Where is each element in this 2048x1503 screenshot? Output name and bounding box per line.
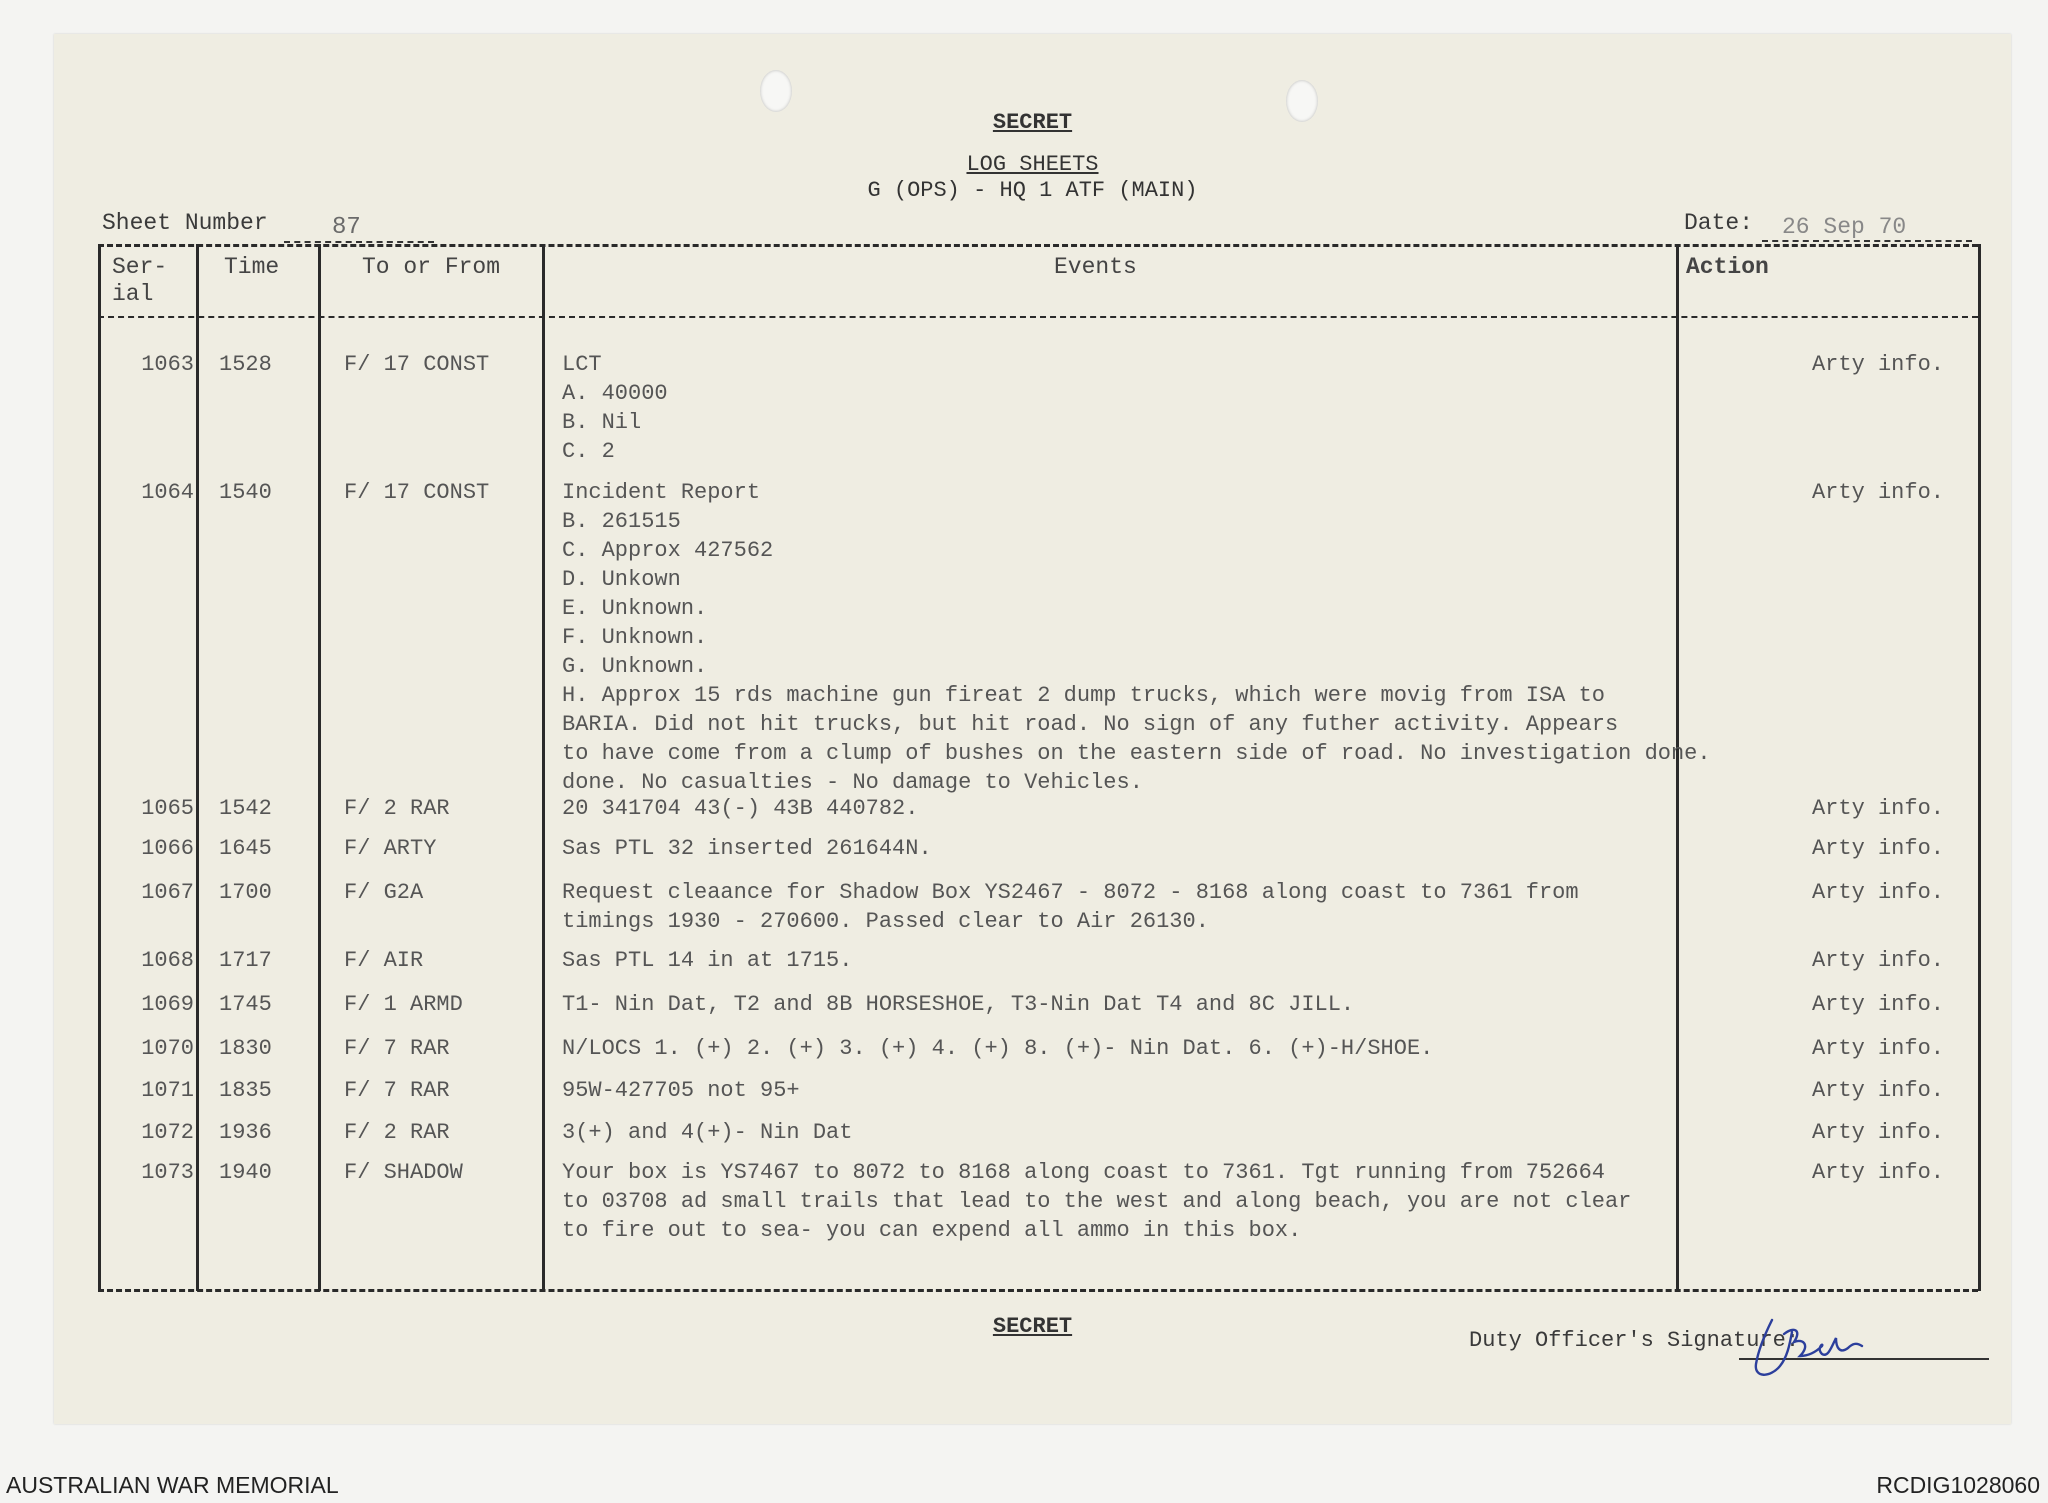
signature-label: Duty Officer's Signature:: [1469, 1328, 1800, 1353]
time-cell: 1717: [219, 948, 272, 973]
time-cell: 1542: [219, 796, 272, 821]
archive-reference: RCDIG1028060: [1876, 1472, 2040, 1498]
to-from-cell: F/ G2A: [344, 880, 424, 905]
action-cell: Arty info.: [1811, 1160, 1944, 1185]
to-from-cell: F/ 17 CONST: [344, 352, 490, 377]
to-from-cell: F/ 2 RAR: [344, 1120, 450, 1145]
sheet-number-label: Sheet Number: [102, 210, 268, 236]
to-from-cell: F/ 17 CONST: [344, 480, 490, 505]
event-line: D. Unkown: [562, 567, 681, 592]
time-cell: 1528: [219, 352, 272, 377]
to-from-cell: F/ 1 ARMD: [344, 992, 463, 1017]
archive-credit: AUSTRALIAN WAR MEMORIAL: [6, 1472, 339, 1498]
sheet-number-value: 87: [284, 214, 434, 243]
event-line: C. 2: [562, 439, 615, 464]
table-border-right: [1978, 244, 1981, 1291]
event-line: N/LOCS 1. (+) 2. (+) 3. (+) 4. (+) 8. (+)- Nin Dat. 6. (+)-H/SHOE.: [562, 1036, 1434, 1061]
event-line: LCT: [562, 352, 602, 377]
document-subtitle: G (OPS) - HQ 1 ATF (MAIN): [867, 178, 1198, 203]
events-cell: [562, 350, 668, 466]
column-divider: [196, 244, 199, 1291]
serial-cell: 1071: [141, 1078, 194, 1103]
event-line: A. 40000: [562, 381, 668, 406]
events-cell: [562, 834, 932, 863]
serial-cell: 1073: [141, 1160, 194, 1185]
table-border-left: [98, 244, 101, 1291]
events-cell: [562, 946, 852, 975]
action-cell: Arty info.: [1811, 796, 1944, 821]
events-cell: [562, 1076, 800, 1105]
event-line: F. Unknown.: [562, 625, 708, 650]
to-from-cell: F/ 7 RAR: [344, 1036, 450, 1061]
event-line: to have come from a clump of bushes on the eastern side of road. No investigation done.: [562, 741, 1711, 766]
to-from-cell: F/ ARTY: [344, 836, 437, 861]
serial-cell: 1072: [141, 1120, 194, 1145]
action-cell: Arty info.: [1811, 880, 1944, 905]
event-line: 20 341704 43(-) 43B 440782.: [562, 796, 919, 821]
event-line: Sas PTL 14 in at 1715.: [562, 948, 853, 973]
classification-bottom: SECRET: [992, 1314, 1073, 1339]
event-line: H. Approx 15 rds machine gun fireat 2 dump trucks, which were movig from ISA to: [562, 683, 1605, 708]
event-line: Incident Report: [562, 480, 761, 505]
action-cell: Arty info.: [1811, 480, 1944, 505]
time-cell: 1940: [219, 1160, 272, 1185]
date-value: 26 Sep 70: [1762, 214, 1972, 242]
column-header-events: Events: [1054, 254, 1137, 280]
duty-officer-signature: [1744, 1312, 1874, 1384]
column-header-serial: Ser- ial: [112, 254, 168, 307]
column-divider: [318, 244, 321, 1291]
event-line: G. Unknown.: [562, 654, 708, 679]
serial-cell: 1065: [141, 796, 194, 821]
event-line: T1- Nin Dat, T2 and 8B HORSESHOE, T3-Nin Dat T4 and 8C JILL.: [562, 992, 1355, 1017]
to-from-cell: F/ SHADOW: [344, 1160, 463, 1185]
serial-cell: 1064: [141, 480, 194, 505]
event-line: done. No casualties - No damage to Vehicles.: [562, 770, 1143, 795]
event-line: 95W-427705 not 95+: [562, 1078, 800, 1103]
event-line: to 03708 ad small trails that lead to the west and along beach, you are not clear: [562, 1189, 1632, 1214]
event-line: E. Unknown.: [562, 596, 708, 621]
time-cell: 1936: [219, 1120, 272, 1145]
column-divider: [542, 244, 545, 1291]
events-cell: [562, 794, 918, 823]
time-cell: 1540: [219, 480, 272, 505]
action-cell: Arty info.: [1811, 836, 1944, 861]
action-cell: Arty info.: [1811, 1120, 1944, 1145]
events-cell: [562, 1118, 852, 1147]
action-cell: Arty info.: [1811, 1036, 1944, 1061]
events-cell: [562, 878, 1579, 936]
classification-top: SECRET: [992, 110, 1073, 135]
events-cell: [562, 1034, 1433, 1063]
punch-hole: [760, 70, 792, 112]
event-line: B. 261515: [562, 509, 681, 534]
event-line: BARIA. Did not hit trucks, but hit road. No sign of any futher activity. Appears: [562, 712, 1619, 737]
log-sheet-page: [54, 34, 2011, 1424]
action-cell: Arty info.: [1811, 352, 1944, 377]
event-line: to fire out to sea- you can expend all ammo in this box.: [562, 1218, 1302, 1243]
to-from-cell: F/ 2 RAR: [344, 796, 450, 821]
table-top-border: [98, 244, 1978, 247]
event-line: 3(+) and 4(+)- Nin Dat: [562, 1120, 853, 1145]
action-cell: Arty info.: [1811, 992, 1944, 1017]
serial-cell: 1070: [141, 1036, 194, 1061]
event-line: Your box is YS7467 to 8072 to 8168 along coast to 7361. Tgt running from 752664: [562, 1160, 1605, 1185]
column-header-to-from: To or From: [362, 254, 501, 280]
action-cell: Arty info.: [1811, 948, 1944, 973]
action-cell: Arty info.: [1811, 1078, 1944, 1103]
event-line: Request cleaance for Shadow Box YS2467 - 8072 - 8168 along coast to 7361 from: [562, 880, 1579, 905]
serial-cell: 1067: [141, 880, 194, 905]
event-line: B. Nil: [562, 410, 642, 435]
event-line: timings 1930 - 270600. Passed clear to Air 26130.: [562, 909, 1209, 934]
events-cell: [562, 1158, 1631, 1245]
to-from-cell: F/ AIR: [344, 948, 424, 973]
time-cell: 1835: [219, 1078, 272, 1103]
serial-cell: 1069: [141, 992, 194, 1017]
column-header-action: Action: [1686, 254, 1769, 280]
time-cell: 1745: [219, 992, 272, 1017]
time-cell: 1700: [219, 880, 272, 905]
time-cell: 1645: [219, 836, 272, 861]
column-header-time: Time: [224, 254, 280, 280]
events-cell: [562, 990, 1354, 1019]
event-line: C. Approx 427562: [562, 538, 774, 563]
serial-cell: 1066: [141, 836, 194, 861]
event-line: Sas PTL 32 inserted 261644N.: [562, 836, 932, 861]
events-cell: [562, 478, 1711, 797]
table-bottom-border: [98, 1289, 1978, 1292]
serial-cell: 1063: [141, 352, 194, 377]
time-cell: 1830: [219, 1036, 272, 1061]
table-header-divider: [98, 316, 1978, 318]
date-label: Date:: [1684, 210, 1754, 236]
serial-cell: 1068: [141, 948, 194, 973]
document-title: LOG SHEETS: [966, 152, 1099, 177]
to-from-cell: F/ 7 RAR: [344, 1078, 450, 1103]
